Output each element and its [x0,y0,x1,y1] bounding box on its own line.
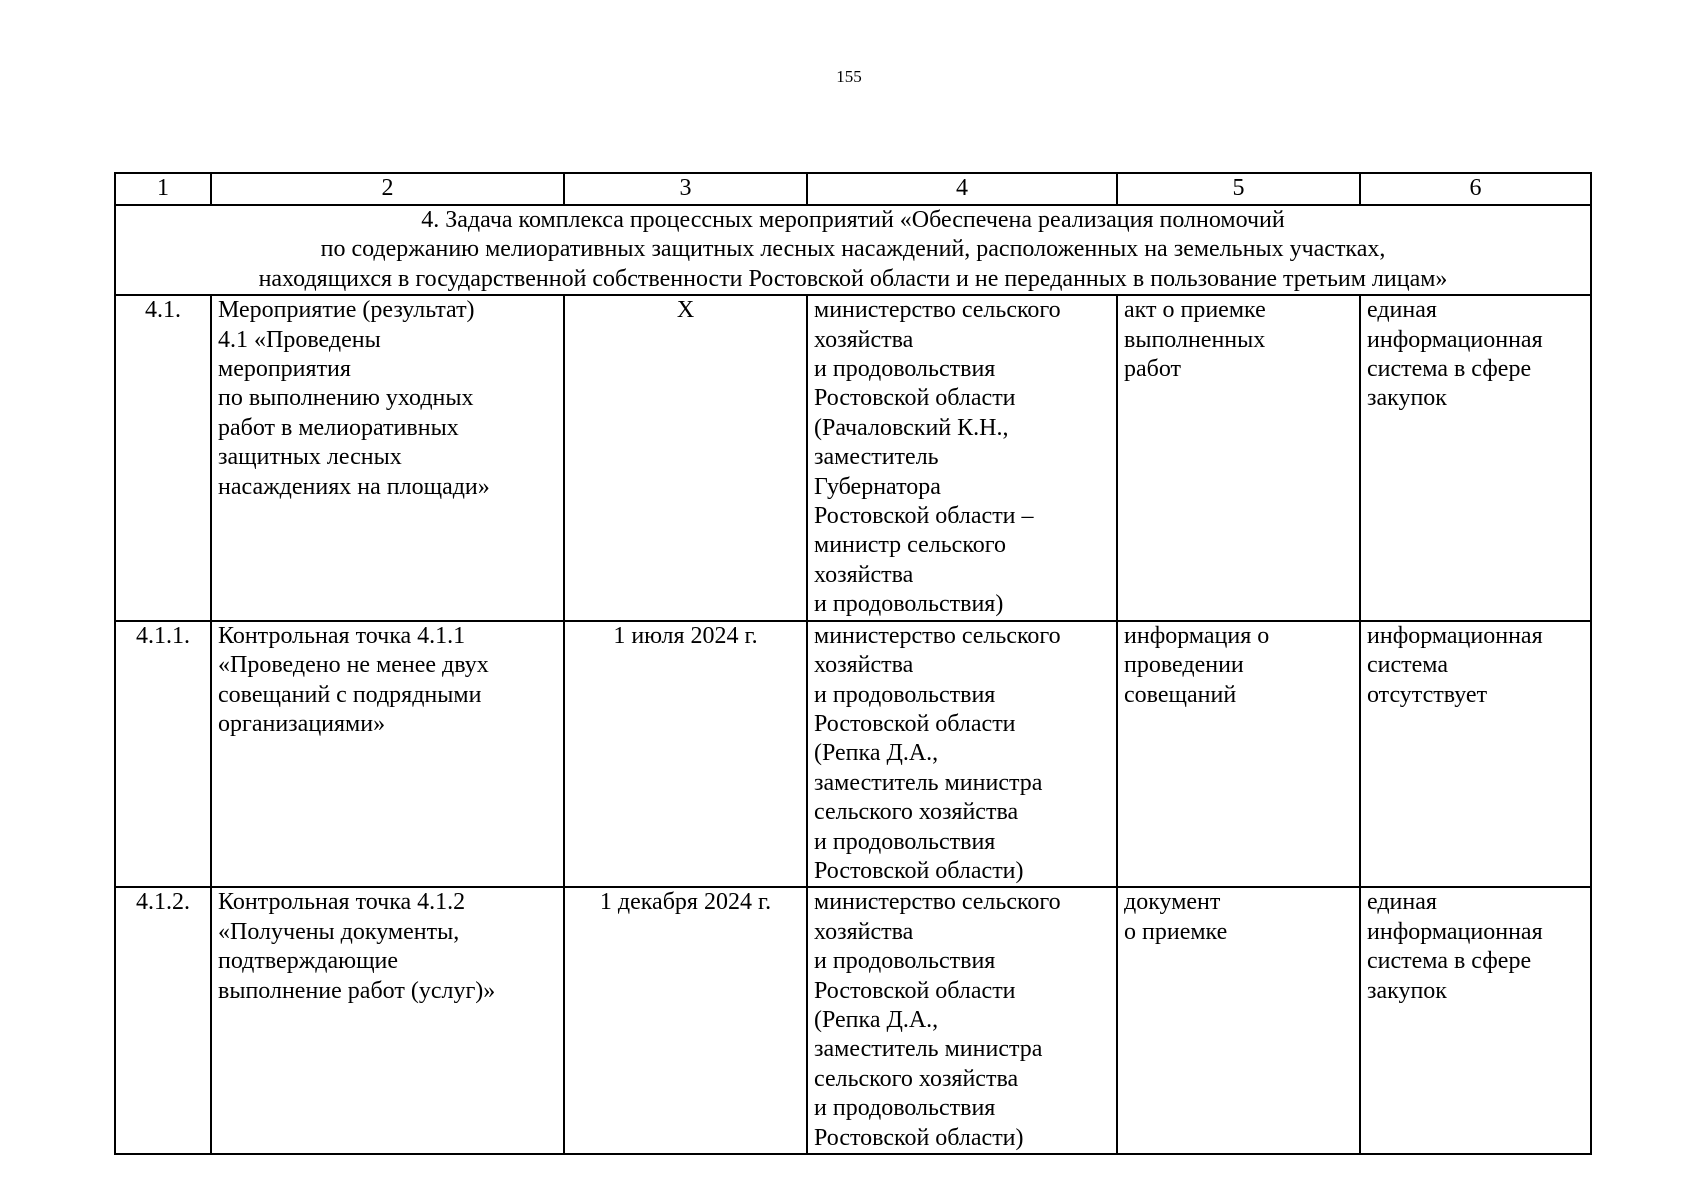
column-header-2: 2 [211,173,564,205]
measures-table [114,172,1592,1155]
row-deadline: 1 июля 2024 г. [564,621,807,888]
column-header-5: 5 [1117,173,1360,205]
row-name: Контрольная точка 4.1.2 «Получены документы, подтверждающие выполнение работ (услуг)» [211,887,564,1154]
row-document: акт о приемке выполненных работ [1117,295,1360,620]
column-header-3: 3 [564,173,807,205]
column-header-1: 1 [115,173,211,205]
row-responsible: министерство сельского хозяйства и продовольствия Ростовской области (Репка Д.А., заместитель министра сельского хозяйства и продовольствия Ростовской области) [807,887,1117,1154]
column-header-6: 6 [1360,173,1591,205]
row-number: 4.1. [115,295,211,620]
column-header-4: 4 [807,173,1117,205]
row-name: Контрольная точка 4.1.1 «Проведено не менее двух совещаний с подрядными организациями» [211,621,564,888]
row-deadline: 1 декабря 2024 г. [564,887,807,1154]
task-heading: 4. Задача комплекса процессных мероприятий «Обеспечена реализация полномочий по содержанию мелиоративных защитных лесных насаждений, расположенных на земельных участках, находящихся в государственной собственности Ростовской области и не переданных в пользование третьим лицам» [115,205,1591,295]
page-number: 155 [836,67,862,86]
table-row [115,887,1591,1154]
row-name: Мероприятие (результат) 4.1 «Проведены мероприятия по выполнению уходных работ в мелиоративных защитных лесных насаждениях на площади» [211,295,564,620]
column-number-row [115,173,1591,205]
row-number: 4.1.1. [115,621,211,888]
table-row [115,295,1591,620]
row-document: документ о приемке [1117,887,1360,1154]
row-info-system: единая информационная система в сфере закупок [1360,887,1591,1154]
task-heading-row [115,205,1591,295]
row-document: информация о проведении совещаний [1117,621,1360,888]
row-info-system: информационная система отсутствует [1360,621,1591,888]
table-row [115,621,1591,888]
row-number: 4.1.2. [115,887,211,1154]
row-deadline: X [564,295,807,620]
row-info-system: единая информационная система в сфере закупок [1360,295,1591,620]
row-responsible: министерство сельского хозяйства и продовольствия Ростовской области (Репка Д.А., заместитель министра сельского хозяйства и продовольствия Ростовской области) [807,621,1117,888]
row-responsible: министерство сельского хозяйства и продовольствия Ростовской области (Рачаловский К.Н., заместитель Губернатора Ростовской области – министр сельского хозяйства и продовольствия) [807,295,1117,620]
